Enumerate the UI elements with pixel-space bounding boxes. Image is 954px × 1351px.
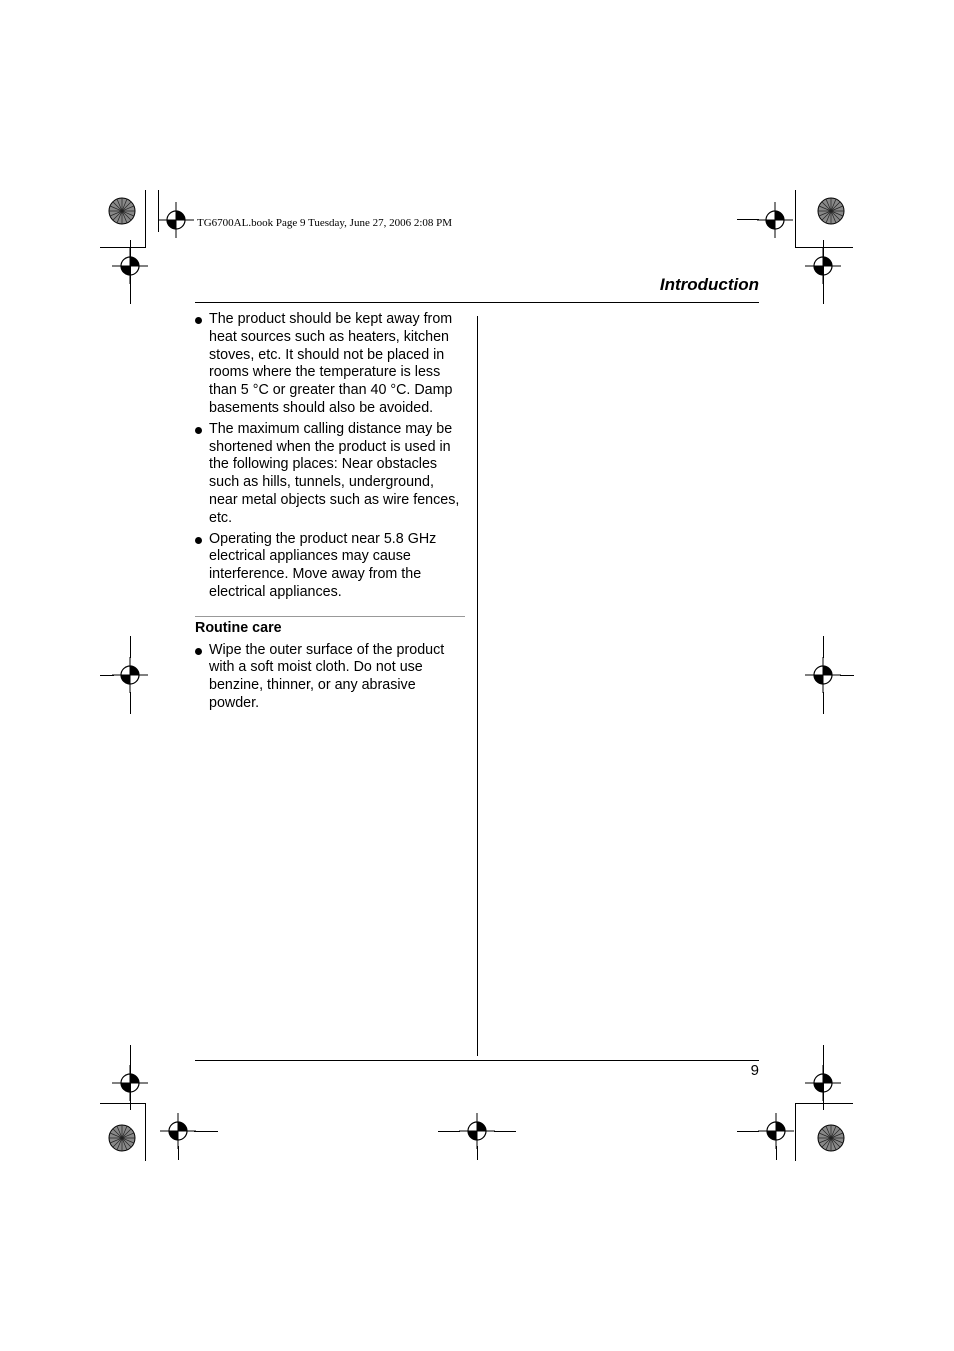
crop-mark — [823, 636, 824, 658]
bullet-icon — [195, 427, 202, 434]
crop-mark — [823, 692, 824, 714]
precautions-list — [195, 311, 465, 602]
list-item: Wipe the outer surface of the product with a soft moist cloth. Do not use benzine, thinner, or any abrasive powder. — [195, 642, 465, 713]
list-item: Operating the product near 5.8 GHz electrical appliances may cause interference. Move away from the electrical appliances. — [195, 531, 465, 602]
star-target-icon — [108, 1124, 136, 1152]
crop-mark — [795, 190, 796, 248]
registration-mark-icon — [112, 1065, 148, 1101]
bullet-icon — [195, 537, 202, 544]
registration-mark-icon — [158, 202, 194, 238]
footer-rule — [195, 1060, 759, 1061]
crop-mark — [438, 1131, 460, 1132]
star-target-icon — [817, 1124, 845, 1152]
crop-mark — [178, 1146, 179, 1160]
registration-mark-icon — [112, 248, 148, 284]
bullet-icon — [195, 648, 202, 655]
crop-mark — [776, 1146, 777, 1160]
crop-mark — [145, 190, 146, 248]
crop-mark — [477, 1146, 478, 1160]
list-item: The maximum calling distance may be shortened when the product is used in the following places: Near obstacles such as hills, tunnels, underground, near metal objects such as wire fences, etc. — [195, 421, 465, 528]
crop-mark — [795, 1103, 853, 1104]
registration-mark-icon — [459, 1113, 495, 1149]
list-item: The product should be kept away from heat sources such as heaters, kitchen stoves, etc. It should not be placed in rooms where the temperature is less than 5 °C or greater than 40 °C. Damp basements should also be avoided. — [195, 311, 465, 418]
header-rule — [195, 302, 759, 303]
registration-mark-icon — [805, 657, 841, 693]
star-target-icon — [817, 197, 845, 225]
routine-care-list — [195, 642, 465, 713]
crop-mark — [100, 675, 114, 676]
registration-mark-icon — [805, 1065, 841, 1101]
registration-mark-icon — [758, 1113, 794, 1149]
crop-mark — [130, 692, 131, 714]
crop-mark — [494, 1131, 516, 1132]
crop-mark — [737, 1131, 759, 1132]
registration-mark-icon — [160, 1113, 196, 1149]
registration-mark-icon — [757, 202, 793, 238]
left-column — [195, 311, 465, 716]
book-info: TG6700AL.book Page 9 Tuesday, June 27, 2006 2:08 PM — [197, 217, 453, 229]
registration-mark-icon — [805, 248, 841, 284]
star-target-icon — [108, 197, 136, 225]
page-number: 9 — [750, 1062, 759, 1079]
crop-mark — [145, 1103, 146, 1161]
column-divider — [477, 316, 478, 1056]
crop-mark — [795, 1103, 796, 1161]
routine-care-section — [195, 616, 465, 713]
crop-mark — [737, 219, 759, 220]
section-title: Introduction — [659, 275, 759, 294]
crop-mark — [840, 675, 854, 676]
routine-care-title: Routine care — [195, 619, 282, 636]
crop-mark — [194, 1131, 218, 1132]
crop-mark — [100, 1103, 146, 1104]
crop-mark — [130, 636, 131, 658]
bullet-icon — [195, 317, 202, 324]
registration-mark-icon — [112, 657, 148, 693]
